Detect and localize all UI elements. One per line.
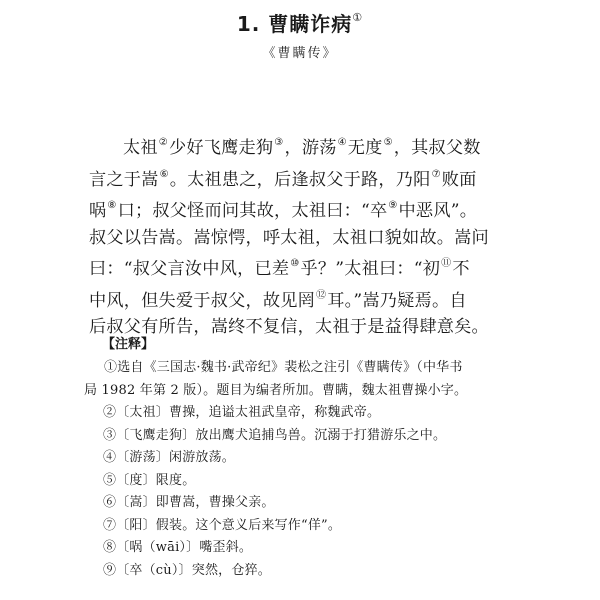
text-segment: 中恶风”。 <box>398 201 478 221</box>
text-segment: 败面 <box>441 169 477 190</box>
text-segment: 耳。”嵩乃疑焉。自 <box>327 290 467 311</box>
notes-heading: 【注释】 <box>102 337 155 352</box>
text-line <box>89 193 509 225</box>
footnote-item: ⑥〔嵩〕即曹嵩，曹操父亲。 <box>103 495 275 510</box>
title-footnote-marker: ① <box>352 11 364 24</box>
text-segment: 曰：“叔父言汝中风，已差 <box>89 259 290 279</box>
footnote-marker[interactable]: ⑥ <box>159 168 169 180</box>
lesson-title <box>0 8 600 37</box>
text-segment: ，其叔父数 <box>393 138 481 158</box>
text-segment: 言之于嵩 <box>89 169 159 190</box>
text-segment: 口；叔父怪而问其故，太祖曰：“卒 <box>117 201 388 221</box>
footnote-marker[interactable]: ⑦ <box>431 168 441 180</box>
footnote-item: ⑧〔㖞（wāi）〕嘴歪斜。 <box>103 540 253 555</box>
footnote-item: ③〔飞鹰走狗〕放出鹰犬追捕鸟兽。沉溺于打猎游乐之中。 <box>103 427 447 443</box>
source-citation: 《曹瞒传》 <box>262 46 338 61</box>
text-segment: 叔父以告嵩。嵩惊愕，呼太祖，太祖口貌如故。嵩问 <box>89 227 489 248</box>
footnote-marker[interactable]: ⑧ <box>107 200 117 211</box>
text-segment: 少好飞鹰走狗 <box>168 138 274 158</box>
text-segment: 太祖 <box>123 138 158 158</box>
text-segment: 中风，但失爱于叔父，故见罔 <box>89 290 316 311</box>
text-line <box>89 251 509 283</box>
footnote-marker[interactable]: ⑩ <box>290 258 300 269</box>
footnote-marker[interactable]: ④ <box>337 137 347 148</box>
text-line <box>89 225 509 252</box>
footnotes-list <box>84 357 514 582</box>
text-segment: 无度 <box>347 138 383 158</box>
footnote-marker[interactable]: ③ <box>274 137 284 148</box>
footnote-item: ⑨〔卒（cù）〕突然，仓猝。 <box>103 562 271 578</box>
footnote-marker[interactable]: ② <box>158 137 168 148</box>
lesson-title-text: 1. 曹瞒诈病 <box>236 12 353 36</box>
text-line <box>89 283 509 315</box>
footnote-marker[interactable]: ⑫ <box>316 289 327 301</box>
footnote-item: ⑦〔阳〕假装。这个意义后来写作“佯”。 <box>103 517 342 533</box>
text-segment: ，游荡 <box>284 138 337 158</box>
text-segment: 。太祖患之，后逢叔父于路，乃阳 <box>169 169 431 190</box>
footnote-marker[interactable]: ⑤ <box>383 137 393 148</box>
text-segment: 不 <box>452 259 470 279</box>
text-line <box>89 130 509 162</box>
footnote-item: ⑤〔度〕限度。 <box>103 472 196 488</box>
text-segment: 后叔父有所告，嵩终不复信，太祖于是益得肆意矣。 <box>89 317 489 337</box>
footnote-marker[interactable]: ⑨ <box>388 200 398 211</box>
text-segment: 㖞 <box>89 201 107 221</box>
footnote-item: ①选自《三国志·魏书·武帝纪》裴松之注引《曹瞒传》（中华书 <box>104 360 463 375</box>
footnote-item: ④〔游荡〕闲游放荡。 <box>103 450 236 465</box>
text-line <box>89 162 509 194</box>
text-segment: 乎？”太祖曰：“初 <box>300 259 441 279</box>
footnote-item: 局 1982 年第 2 版）。题目为编者所加。曹瞒，魏太祖曹操小字。 <box>84 382 468 398</box>
footnote-item: ②〔太祖〕曹操，追谥太祖武皇帝，称魏武帝。 <box>103 405 381 420</box>
classical-text-passage <box>89 130 509 341</box>
footnote-marker[interactable]: ⑪ <box>441 258 452 269</box>
